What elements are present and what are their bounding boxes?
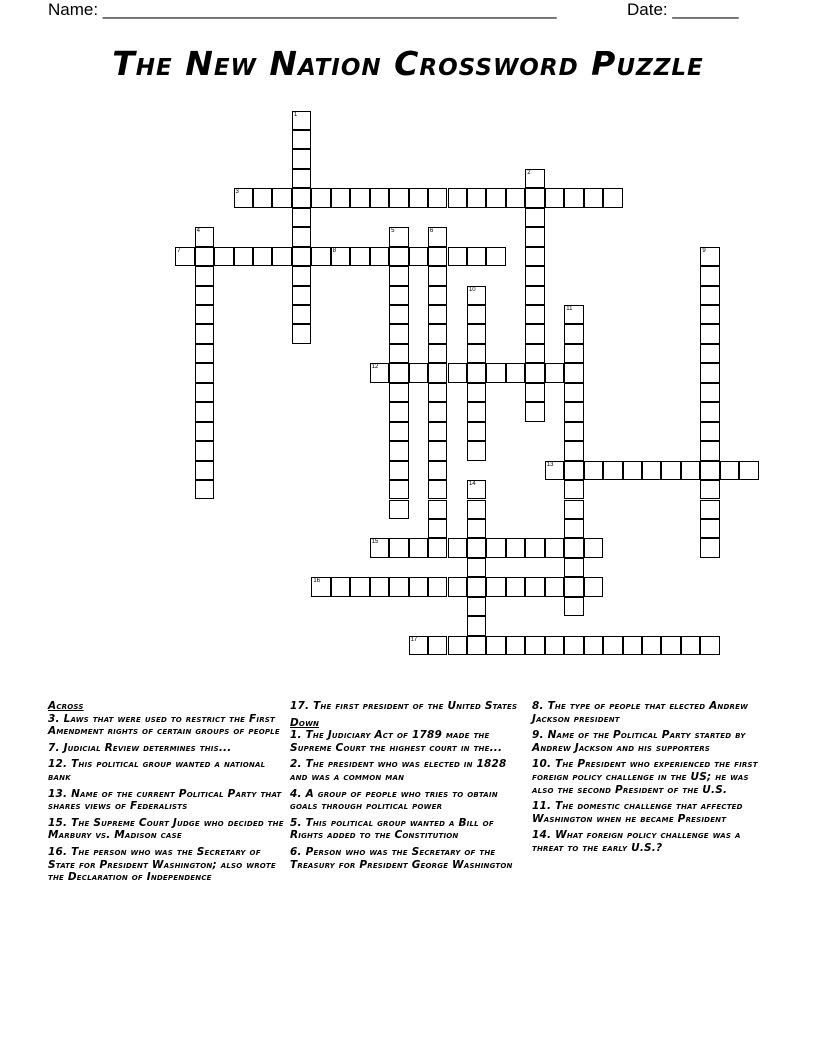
grid-cell[interactable] <box>389 402 408 421</box>
clue-item-text: The type of people that elected Andrew Jackson president <box>532 700 748 725</box>
grid-cell[interactable] <box>545 461 564 480</box>
grid-cell[interactable] <box>389 324 408 343</box>
grid-cell[interactable] <box>700 266 719 285</box>
grid-cell[interactable] <box>564 558 583 577</box>
grid-cell[interactable] <box>564 538 583 557</box>
grid-cell[interactable] <box>195 286 214 305</box>
grid-cell[interactable] <box>175 247 194 266</box>
grid-cell[interactable] <box>292 188 311 207</box>
clue-number: 4 <box>196 228 200 235</box>
clue-number: 13 <box>546 461 554 468</box>
grid-cell[interactable] <box>389 441 408 460</box>
clue-item-text: The domestic challenge that affected Washington when he became President <box>532 800 743 825</box>
across-clue-list <box>48 713 284 884</box>
grid-cell[interactable] <box>467 286 486 305</box>
grid-cell[interactable] <box>428 500 447 519</box>
grid-cell[interactable] <box>486 188 505 207</box>
grid-cell[interactable] <box>564 500 583 519</box>
clue-number: 16 <box>313 578 321 585</box>
grid-cell[interactable] <box>525 266 544 285</box>
clues-column-2 <box>290 700 520 875</box>
grid-cell[interactable] <box>292 266 311 285</box>
grid-cell[interactable] <box>331 577 350 596</box>
clue-item <box>290 846 520 871</box>
grid-cell[interactable] <box>584 461 603 480</box>
clue-item <box>48 742 284 755</box>
grid-cell[interactable] <box>525 383 544 402</box>
clue-item-number: 14. <box>532 829 556 842</box>
grid-cell[interactable] <box>467 558 486 577</box>
grid-cell[interactable] <box>292 305 311 324</box>
grid-cell[interactable] <box>525 227 544 246</box>
grid-cell[interactable] <box>311 247 330 266</box>
grid-cell[interactable] <box>389 480 408 499</box>
grid-cell[interactable] <box>603 188 622 207</box>
grid-cell[interactable] <box>506 363 525 382</box>
grid-cell[interactable] <box>525 286 544 305</box>
grid-cell[interactable] <box>720 461 739 480</box>
grid-cell[interactable] <box>506 188 525 207</box>
grid-cell[interactable] <box>370 577 389 596</box>
grid-cell[interactable] <box>700 500 719 519</box>
grid-cell[interactable] <box>467 363 486 382</box>
grid-cell[interactable] <box>331 188 350 207</box>
clue-number: 9 <box>702 247 706 254</box>
grid-cell[interactable] <box>448 538 467 557</box>
grid-cell[interactable] <box>525 363 544 382</box>
grid-cell[interactable] <box>428 461 447 480</box>
grid-cell[interactable] <box>525 344 544 363</box>
grid-cell[interactable] <box>525 208 544 227</box>
grid-cell[interactable] <box>545 363 564 382</box>
clue-number: 3 <box>235 189 239 196</box>
grid-cell[interactable] <box>428 538 447 557</box>
clue-item <box>290 729 520 754</box>
down-heading: Down <box>290 716 320 729</box>
clue-item <box>48 758 284 783</box>
down-clue-list <box>290 729 520 871</box>
clue-item-number: 1. <box>290 729 306 742</box>
clue-item-number: 8. <box>532 700 548 712</box>
grid-cell[interactable] <box>409 577 428 596</box>
grid-cell[interactable] <box>700 363 719 382</box>
grid-cell[interactable] <box>700 344 719 363</box>
across-heading: Across <box>48 700 84 712</box>
grid-cell[interactable] <box>486 363 505 382</box>
clue-number: 10 <box>468 286 476 293</box>
grid-cell[interactable] <box>428 286 447 305</box>
clue-item <box>532 800 768 825</box>
grid-cell[interactable] <box>564 519 583 538</box>
grid-cell[interactable] <box>467 344 486 363</box>
grid-cell[interactable] <box>545 538 564 557</box>
grid-cell[interactable] <box>292 111 311 130</box>
grid-cell[interactable] <box>642 461 661 480</box>
grid-cell[interactable] <box>467 188 486 207</box>
grid-cell[interactable] <box>195 305 214 324</box>
clue-item <box>532 729 768 754</box>
grid-cell[interactable] <box>700 422 719 441</box>
grid-cell[interactable] <box>525 305 544 324</box>
grid-cell[interactable] <box>467 383 486 402</box>
grid-cell[interactable] <box>603 636 622 655</box>
clue-item-number: 17. <box>290 700 314 712</box>
grid-cell[interactable] <box>370 538 389 557</box>
grid-cell[interactable] <box>370 363 389 382</box>
grid-cell[interactable] <box>681 461 700 480</box>
clue-number: 5 <box>391 228 395 235</box>
grid-cell[interactable] <box>389 305 408 324</box>
grid-cell[interactable] <box>331 247 350 266</box>
grid-cell[interactable] <box>389 188 408 207</box>
grid-cell[interactable] <box>467 441 486 460</box>
grid-cell[interactable] <box>428 247 447 266</box>
clue-number: 11 <box>566 306 573 312</box>
grid-cell[interactable] <box>428 305 447 324</box>
clue-item-number: 3. <box>48 712 64 725</box>
grid-cell[interactable] <box>564 441 583 460</box>
grid-cell[interactable] <box>564 422 583 441</box>
clue-item <box>290 700 520 713</box>
grid-cell[interactable] <box>467 480 486 499</box>
grid-cell[interactable] <box>564 344 583 363</box>
grid-cell[interactable] <box>214 247 233 266</box>
clue-number: 17 <box>410 636 418 643</box>
grid-cell[interactable] <box>350 577 369 596</box>
clue-item <box>48 788 284 813</box>
grid-cell[interactable] <box>564 480 583 499</box>
grid-cell[interactable] <box>428 227 447 246</box>
grid-cell[interactable] <box>428 636 447 655</box>
grid-cell[interactable] <box>700 247 719 266</box>
grid-cell[interactable] <box>545 577 564 596</box>
clue-item <box>48 817 284 842</box>
clue-item-number: 13. <box>48 787 72 800</box>
grid-cell[interactable] <box>428 383 447 402</box>
clue-item-text: The person who was the Secretary of State for President Washington; also wrote the Declaration of Independence <box>48 845 276 884</box>
grid-cell[interactable] <box>253 188 272 207</box>
grid-cell[interactable] <box>292 324 311 343</box>
grid-cell[interactable] <box>292 247 311 266</box>
grid-cell[interactable] <box>389 500 408 519</box>
grid-cell[interactable] <box>195 441 214 460</box>
down-clue-list-continued <box>532 700 768 855</box>
clue-item-number: 11. <box>532 800 556 813</box>
grid-cell[interactable] <box>700 441 719 460</box>
grid-cell[interactable] <box>195 383 214 402</box>
clue-item-number: 16. <box>48 845 72 858</box>
clue-number: 14 <box>468 481 476 488</box>
grid-cell[interactable] <box>389 344 408 363</box>
clue-item-number: 10. <box>532 758 556 771</box>
clue-item <box>48 846 284 884</box>
grid-cell[interactable] <box>623 636 642 655</box>
grid-cell[interactable] <box>564 363 583 382</box>
clues-column-1 <box>48 700 284 888</box>
clue-item-text: The President who experienced the first foreign policy challenge in the US; he was also the second President of the U.S. <box>532 758 758 796</box>
grid-cell[interactable] <box>350 188 369 207</box>
clue-item-text: A group of people who tries to obtain goals through political power <box>290 787 498 813</box>
grid-cell[interactable] <box>195 247 214 266</box>
grid-cell[interactable] <box>486 636 505 655</box>
grid-cell[interactable] <box>525 636 544 655</box>
clue-number: 8 <box>332 247 337 254</box>
grid-cell[interactable] <box>428 266 447 285</box>
grid-cell[interactable] <box>467 616 486 635</box>
grid-cell[interactable] <box>467 422 486 441</box>
grid-cell[interactable] <box>700 636 719 655</box>
grid-cell[interactable] <box>525 247 544 266</box>
across-clue-list-continued <box>290 700 520 713</box>
clue-item-number: 6. <box>290 845 306 858</box>
grid-cell[interactable] <box>292 130 311 149</box>
grid-cell[interactable] <box>525 538 544 557</box>
clue-item <box>532 829 768 854</box>
grid-cell[interactable] <box>311 577 330 596</box>
grid-cell[interactable] <box>467 324 486 343</box>
clue-item <box>290 788 520 813</box>
grid-cell[interactable] <box>584 577 603 596</box>
grid-cell[interactable] <box>700 519 719 538</box>
grid-cell[interactable] <box>389 247 408 266</box>
clue-item-text: This political group wanted a national bank <box>48 758 266 783</box>
grid-cell[interactable] <box>389 227 408 246</box>
grid-cell[interactable] <box>739 461 758 480</box>
grid-cell[interactable] <box>467 597 486 616</box>
clue-item-number: 9. <box>532 729 548 742</box>
grid-cell[interactable] <box>428 480 447 499</box>
grid-cell[interactable] <box>681 636 700 655</box>
grid-cell[interactable] <box>467 500 486 519</box>
grid-cell[interactable] <box>389 383 408 402</box>
grid-cell[interactable] <box>253 247 272 266</box>
grid-cell[interactable] <box>448 636 467 655</box>
grid-cell[interactable] <box>195 227 214 246</box>
grid-cell[interactable] <box>564 636 583 655</box>
clues-column-3 <box>532 700 768 859</box>
grid-cell[interactable] <box>506 636 525 655</box>
grid-cell[interactable] <box>389 363 408 382</box>
grid-cell[interactable] <box>448 188 467 207</box>
grid-cell[interactable] <box>409 247 428 266</box>
grid-cell[interactable] <box>409 636 428 655</box>
grid-cell[interactable] <box>700 480 719 499</box>
grid-cell[interactable] <box>486 247 505 266</box>
clue-item-text: The first president of the United States <box>313 700 518 712</box>
clue-item-number: 2. <box>290 758 306 771</box>
grid-cell[interactable] <box>584 188 603 207</box>
grid-cell[interactable] <box>389 461 408 480</box>
clue-item <box>532 700 768 725</box>
grid-cell[interactable] <box>486 538 505 557</box>
grid-cell[interactable] <box>448 577 467 596</box>
grid-cell[interactable] <box>428 324 447 343</box>
name-field-label[interactable]: Name: ________________________________________________ <box>48 0 557 19</box>
clue-item-text: Person who was the Secretary of the Treasury for President George Washington <box>290 845 513 871</box>
grid-cell[interactable] <box>506 577 525 596</box>
clue-item-text: The Judiciary Act of 1789 made the Supreme Court the highest court in the... <box>290 729 503 754</box>
clue-item-text: What foreign policy challenge was a threat to the early U.S.? <box>532 829 741 854</box>
grid-cell[interactable] <box>486 577 505 596</box>
grid-cell[interactable] <box>545 636 564 655</box>
grid-cell[interactable] <box>370 247 389 266</box>
grid-cell[interactable] <box>525 577 544 596</box>
clue-item-text: Laws that were used to restrict the First Amendment rights of certain groups of people <box>48 712 280 738</box>
grid-cell[interactable] <box>525 324 544 343</box>
grid-cell[interactable] <box>467 636 486 655</box>
clue-item-text: The president who was elected in 1828 and was a common man <box>290 758 507 783</box>
grid-cell[interactable] <box>272 188 291 207</box>
clue-item-number: 7. <box>48 741 64 754</box>
grid-cell[interactable] <box>564 577 583 596</box>
grid-cell[interactable] <box>409 188 428 207</box>
clue-item-number: 15. <box>48 816 72 829</box>
grid-cell[interactable] <box>292 227 311 246</box>
grid-cell[interactable] <box>467 247 486 266</box>
grid-cell[interactable] <box>623 461 642 480</box>
grid-cell[interactable] <box>195 363 214 382</box>
grid-cell[interactable] <box>428 402 447 421</box>
grid-cell[interactable] <box>409 363 428 382</box>
clue-item <box>532 758 768 796</box>
grid-cell[interactable] <box>234 188 253 207</box>
grid-cell[interactable] <box>584 636 603 655</box>
grid-cell[interactable] <box>564 383 583 402</box>
grid-cell[interactable] <box>409 538 428 557</box>
grid-cell[interactable] <box>195 324 214 343</box>
clue-number: 7 <box>177 247 181 254</box>
clue-item-text: Name of the current Political Party that shares views of Federalists <box>48 787 282 813</box>
clue-number: 1 <box>293 111 298 118</box>
grid-cell[interactable] <box>428 519 447 538</box>
grid-cell[interactable] <box>700 305 719 324</box>
grid-cell[interactable] <box>467 402 486 421</box>
grid-cell[interactable] <box>700 324 719 343</box>
grid-cell[interactable] <box>389 266 408 285</box>
grid-cell[interactable] <box>603 461 622 480</box>
grid-cell[interactable] <box>448 363 467 382</box>
grid-cell[interactable] <box>564 597 583 616</box>
puzzle-title: The New Nation Crossword Puzzle <box>112 44 704 83</box>
grid-cell[interactable] <box>428 188 447 207</box>
grid-cell[interactable] <box>564 324 583 343</box>
grid-cell[interactable] <box>661 636 680 655</box>
grid-cell[interactable] <box>448 247 467 266</box>
grid-cell[interactable] <box>195 344 214 363</box>
clue-number: 6 <box>430 228 434 235</box>
grid-cell[interactable] <box>525 402 544 421</box>
grid-cell[interactable] <box>564 461 583 480</box>
grid-cell[interactable] <box>292 149 311 168</box>
clue-item <box>290 817 520 842</box>
grid-cell[interactable] <box>525 169 544 188</box>
grid-cell[interactable] <box>195 402 214 421</box>
grid-cell[interactable] <box>389 538 408 557</box>
clue-number: 2 <box>527 169 531 176</box>
clue-number: 12 <box>371 364 379 371</box>
clue-item-text: This political group wanted a Bill of Rights added to the Constitution <box>290 816 494 842</box>
grid-cell[interactable] <box>292 169 311 188</box>
grid-cell[interactable] <box>506 538 525 557</box>
grid-cell[interactable] <box>272 247 291 266</box>
grid-cell[interactable] <box>428 577 447 596</box>
grid-cell[interactable] <box>428 441 447 460</box>
grid-cell[interactable] <box>564 305 583 324</box>
grid-cell[interactable] <box>389 422 408 441</box>
grid-cell[interactable] <box>292 208 311 227</box>
grid-cell[interactable] <box>195 480 214 499</box>
grid-cell[interactable] <box>428 344 447 363</box>
grid-cell[interactable] <box>292 286 311 305</box>
grid-cell[interactable] <box>700 383 719 402</box>
clue-item-number: 4. <box>290 787 306 800</box>
grid-cell[interactable] <box>564 402 583 421</box>
grid-cell[interactable] <box>467 305 486 324</box>
clue-item <box>48 713 284 738</box>
grid-cell[interactable] <box>564 188 583 207</box>
grid-cell[interactable] <box>428 363 447 382</box>
grid-cell[interactable] <box>467 519 486 538</box>
grid-cell[interactable] <box>467 577 486 596</box>
grid-cell[interactable] <box>525 188 544 207</box>
clue-item <box>290 758 520 783</box>
grid-cell[interactable] <box>700 461 719 480</box>
grid-cell[interactable] <box>545 188 564 207</box>
grid-cell[interactable] <box>584 538 603 557</box>
grid-cell[interactable] <box>370 188 389 207</box>
clue-item-text: Name of the Political Party started by Andrew Jackson and his supporters <box>532 729 746 754</box>
grid-cell[interactable] <box>195 422 214 441</box>
grid-cell[interactable] <box>389 286 408 305</box>
clue-item-number: 5. <box>290 816 306 829</box>
grid-cell[interactable] <box>700 402 719 421</box>
grid-cell[interactable] <box>311 188 330 207</box>
grid-cell[interactable] <box>467 538 486 557</box>
grid-cell[interactable] <box>234 247 253 266</box>
grid-cell[interactable] <box>700 286 719 305</box>
grid-cell[interactable] <box>661 461 680 480</box>
grid-cell[interactable] <box>195 266 214 285</box>
clue-item-text: Judicial Review determines this... <box>63 741 232 754</box>
clue-item-text: The Supreme Court Judge who decided the Marbury vs. Madison case <box>48 816 284 842</box>
grid-cell[interactable] <box>642 636 661 655</box>
grid-cell[interactable] <box>428 422 447 441</box>
grid-cell[interactable] <box>389 577 408 596</box>
grid-cell[interactable] <box>350 247 369 266</box>
grid-cell[interactable] <box>700 538 719 557</box>
clue-item-number: 12. <box>48 758 72 771</box>
grid-cell[interactable] <box>195 461 214 480</box>
date-field-label[interactable]: Date: _______ <box>627 0 739 19</box>
clue-number: 15 <box>371 539 379 546</box>
